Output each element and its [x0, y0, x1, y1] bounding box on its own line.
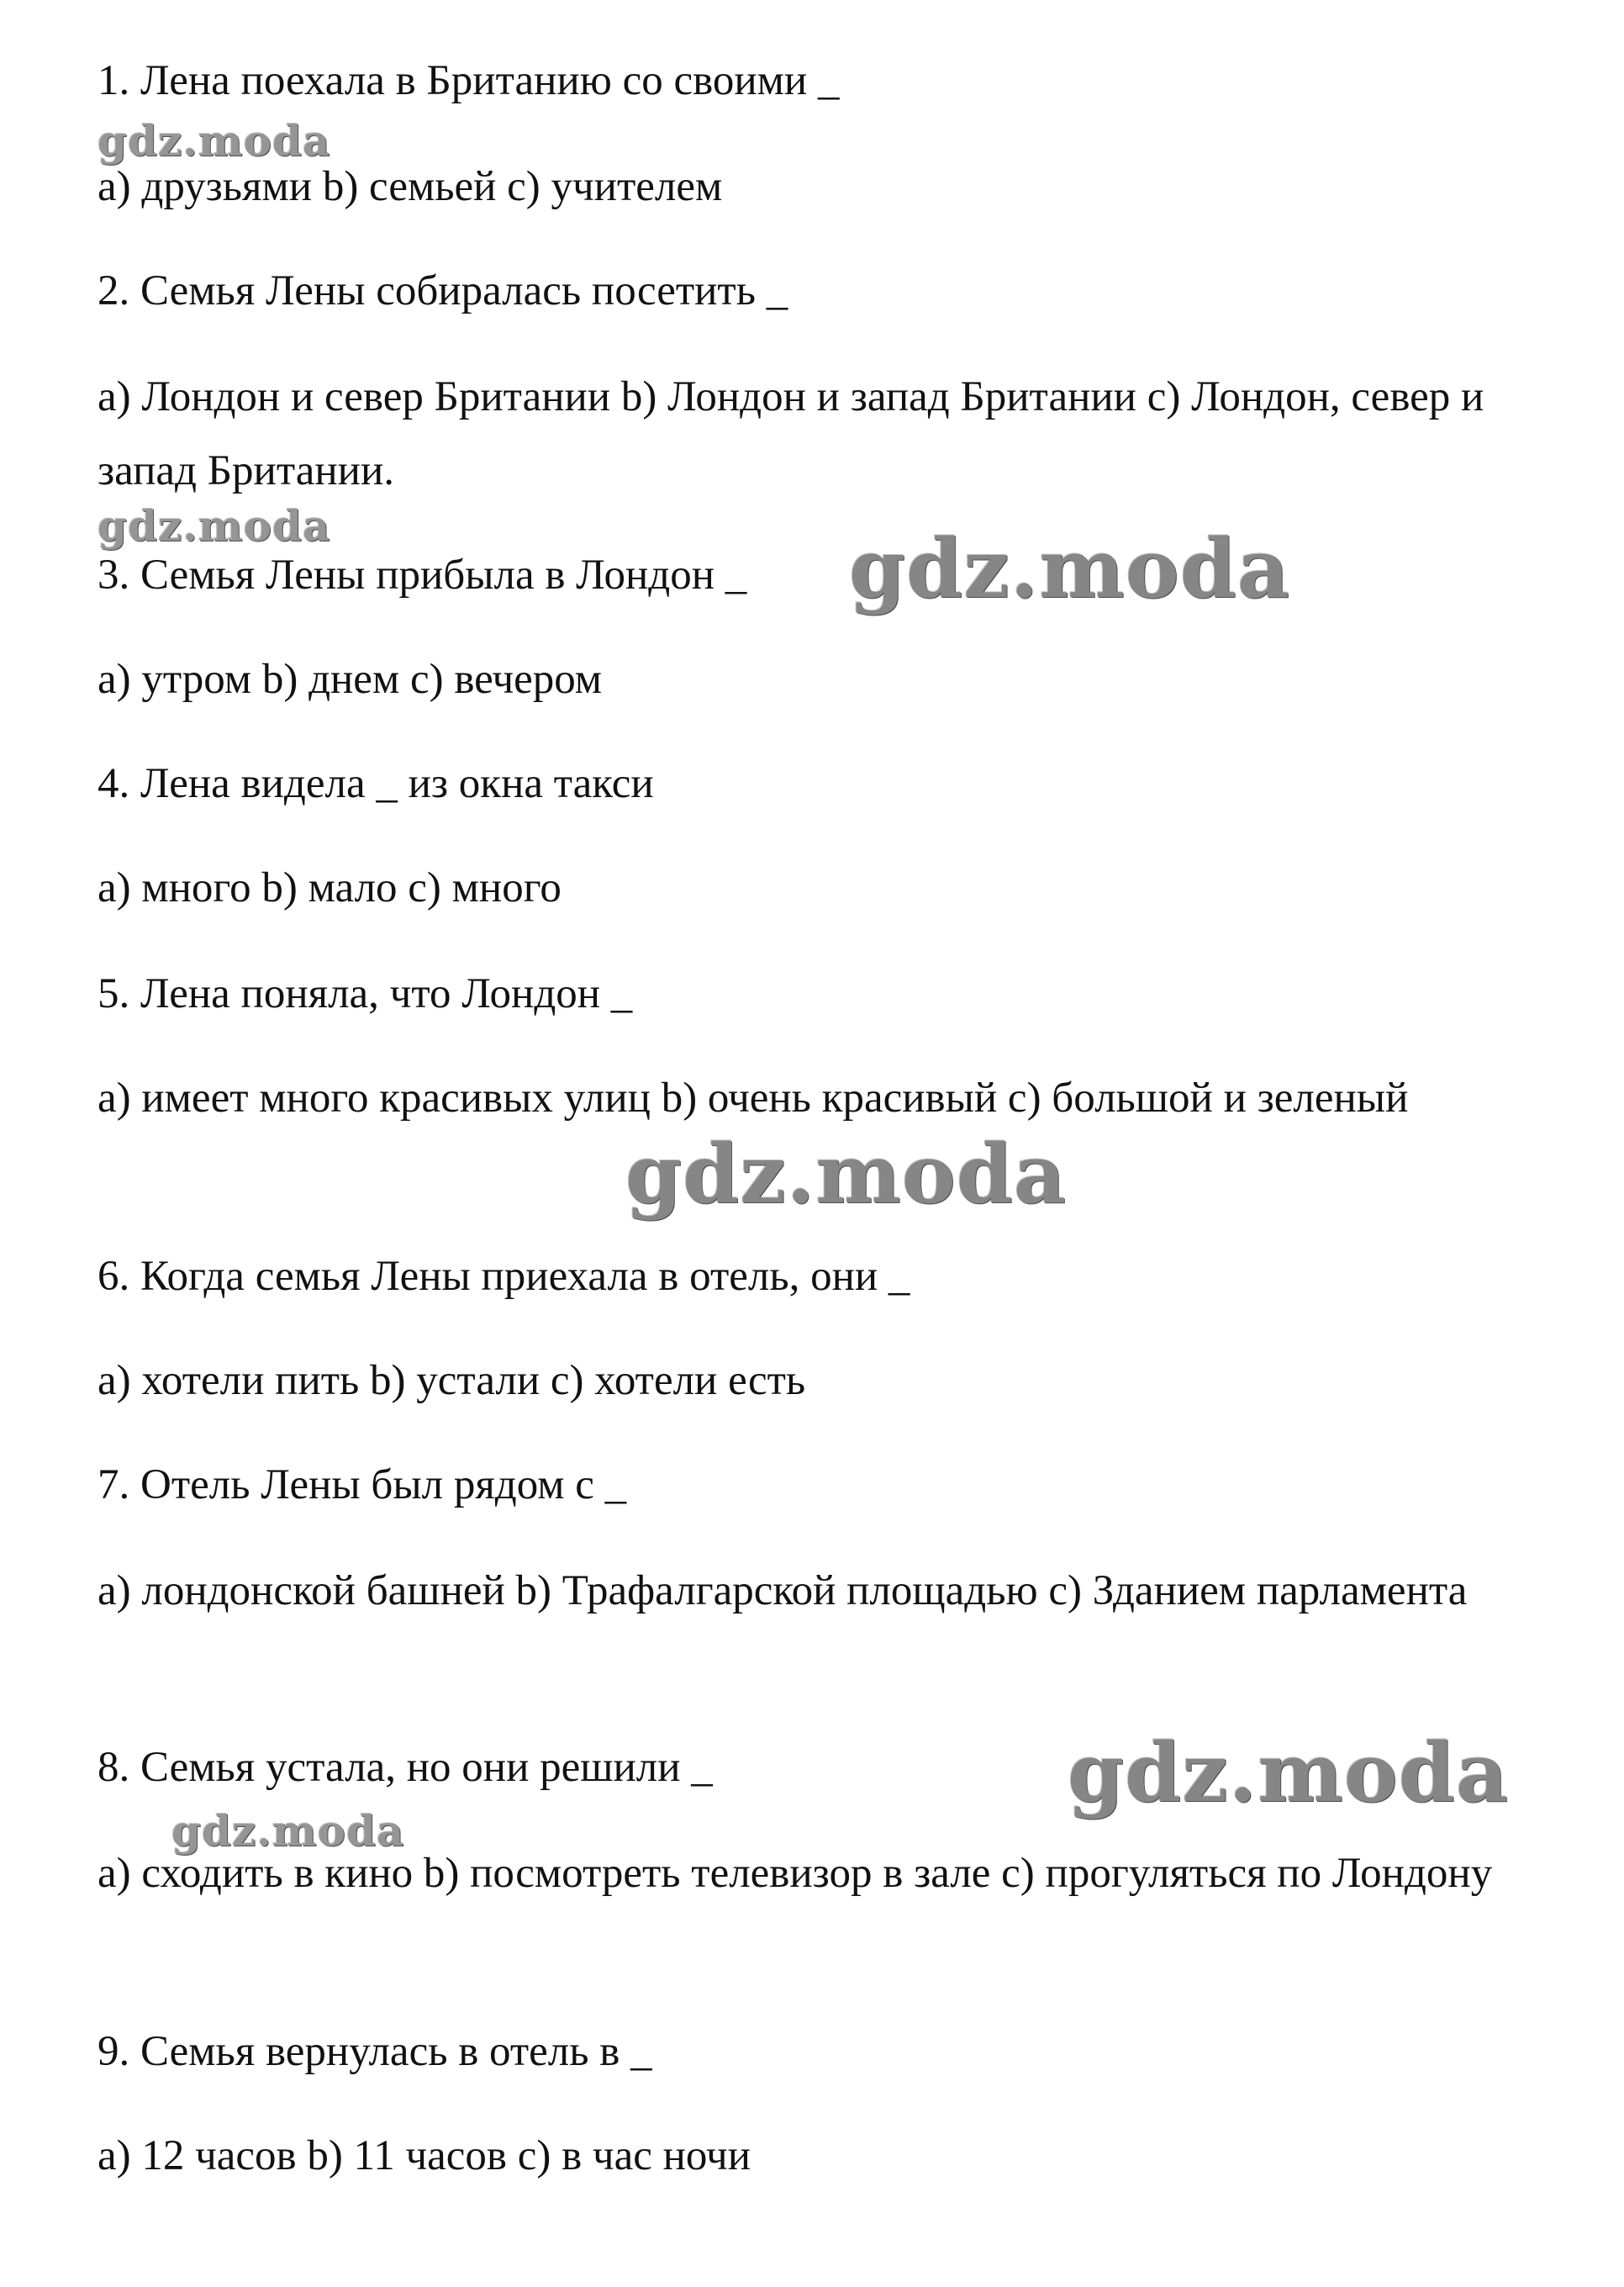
watermark: gdz.moda — [98, 501, 331, 551]
answer-options-7: a) лондонской башней b) Трафалгарской площадью c) Зданием парламента — [98, 1567, 1468, 1614]
question-1: 1. Лена поехала в Британию со своими _ — [98, 57, 840, 104]
answer-options-2: a) Лондон и север Британии b) Лондон и запад Британии c) Лондон, север и запад Британии. — [98, 373, 1484, 494]
watermark: gdz.moda — [849, 521, 1291, 616]
watermark: gdz.moda — [98, 116, 331, 166]
answer-options-5: a) имеет много красивых улиц b) очень красивый c) большой и зеленый — [98, 1075, 1409, 1122]
answer-options-4: a) много b) мало c) много — [98, 864, 562, 911]
question-7: 7. Отель Лены был рядом с _ — [98, 1461, 627, 1508]
question-8: 8. Семья устала, но они решили _ — [98, 1744, 713, 1791]
answer-options-9: a) 12 часов b) 11 часов c) в час ночи — [98, 2132, 751, 2179]
answer-options-6: a) хотели пить b) устали c) хотели есть — [98, 1357, 806, 1404]
watermark: gdz.moda — [625, 1127, 1068, 1222]
question-3: 3. Семья Лены прибыла в Лондон _ — [98, 552, 747, 599]
question-4: 4. Лена видела _ из окна такси — [98, 760, 654, 807]
question-5: 5. Лена поняла, что Лондон _ — [98, 970, 633, 1017]
question-2: 2. Семья Лены собиралась посетить _ — [98, 267, 788, 314]
watermark: gdz.moda — [1068, 1725, 1510, 1820]
question-6: 6. Когда семья Лены приехала в отель, они _ — [98, 1253, 910, 1300]
question-9: 9. Семья вернулась в отель в _ — [98, 2028, 652, 2075]
answer-options-3: a) утром b) днем c) вечером — [98, 656, 603, 703]
watermark: gdz.moda — [171, 1806, 405, 1856]
answer-options-1: a) друзьями b) семьей c) учителем — [98, 163, 723, 210]
answer-options-8: a) сходить в кино b) посмотреть телевизор в зале c) прогуляться по Лондону — [98, 1850, 1493, 1897]
